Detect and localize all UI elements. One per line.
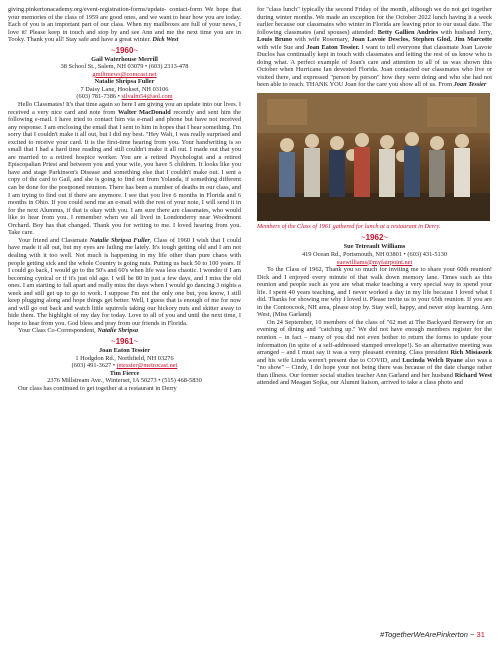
- correspondent-address: 38 School St., Salem, NH 03079 • (603) 2313-478: [60, 63, 189, 71]
- intro-line: good ones, and we want to hear how you are today. Each of you is: [8, 13, 242, 29]
- correspondent-email-link[interactable]: gmiltmews@comcast.net: [92, 70, 157, 78]
- correspondent-phone: (603) 491-3627 •: [71, 362, 117, 370]
- photo-caption: Members of the Class of 1961 gathered for lunch at a restaurant in Derry.: [257, 223, 441, 231]
- classmate-name: Rich Misiaszek: [450, 349, 492, 357]
- note-text: Your Class Co-Correspondent,: [18, 327, 98, 335]
- note-text: recently and sent him the following e-mail. I have tried to contact him via e-mail and phone but have not received any response. I am enclosing the email that I sent to him in hopes that I hear something. I'm sorry that I couldn't make it all out, but I did my best. "Hey Walt, I was really surprised and excited to receive your card. It is the first-time hearing from you. Your handwriting is so small that I had a hard time reading and still couldn't make it all out. I made out that you are married to a retired hospice worker. You are a retired Psychologist and a retired Episcopalian Priest and between you and your wife, you have 5 children. It looks like you have and stage Parkinson's Disease and something else that I couldn't make out. I sent a copy of the card to Gail, and she is going to find out from Yolanda, if something different can be done for the postponed reunion. There has been a number of deaths in our class, and I am trying to find out if there are anymore. I see that you live 6 months in Florida and 6 months in Ohio. If you could send me an e-mail with the rest of your note, I will send it in for the next Alumnus, if that is okay with you. I am sure there are classmates, who would like to hear from you. I remember when we all lived in Londonderry near Woodmont Orchard. Boy has that changed. Thank you for writing to me. I loved hearing from you. Take care.: [8, 108, 241, 237]
- year-heading-1962: ~1962~: [360, 233, 389, 243]
- class-lunch-photo: [257, 93, 490, 221]
- class-1960-note: [8, 237, 241, 328]
- classmate-name: Joan Eaton Tessier.: [306, 43, 360, 51]
- class-1962-note: [257, 319, 492, 387]
- correspondent-email-link[interactable]: jetessier@metrocast.net: [116, 362, 178, 370]
- intro-line: giving.pinkertonacademy.org/event-registration-forms/update-: [8, 6, 167, 13]
- intro-line: me the next time you are in Tooky. Thank you all! Stay safe and: [8, 28, 241, 44]
- note-text: also was a "no show" – Cindy, I do hope your not being there was because of the date change rather than illness. Our former social studies teacher Ann Garland and her husband: [257, 356, 492, 379]
- footer-hashtag: #TogetherWeArePinkerton ~: [380, 630, 477, 639]
- page-number: 31: [476, 630, 485, 639]
- class-1962-note: To the Class of 1962, Thank you so much for inviting me to share your 60th reunion! Dick and I enjoyed every minute of that walk down memory lane. Times such as this reunion and people such as you are what make teaching a very special way to spend your life. I spent 40 years teaching, and I never worked a day in my life because I loved what I did. Thanks for showing me why I loved it. Please invite us to your 65th reunion. If you are in the Contoocook, NH area, please stop by. Stay well, happy, and never stop learning. Ann West, (Miss Garland): [257, 266, 492, 319]
- year-label: 1962: [365, 233, 384, 243]
- page-footer: [380, 630, 485, 639]
- note-text: for "class lunch" typically the second Friday of the month, although we do not get together during winter months. We made an exception for the October 2022 lunch having it a week earlier because our classmates who winter in Florida are leaving prior to our usual date. The following classmates (and spouses) attended:: [257, 6, 492, 36]
- correspondent-address: 7 Daisy Lane, Hookset, NH 03106: [80, 85, 169, 93]
- correspondent-name: Joan Eaton Tessier: [98, 346, 151, 354]
- class-1962-contact: [257, 243, 492, 266]
- year-heading-1961: ~1961~: [110, 336, 139, 346]
- note-text: On 24 September, 10 members of the class of "62 met at The Backyard Brewery for an evening of dining and "catching up." We did not have enough members register for the reunion – in fact – many of you did not even bother to return the forms to update your information (in spite of a self-addressed stamped envelope!). So an alternative meeting was arranged – and I must say it was a very pleasant evening. Class president: [257, 318, 492, 357]
- note-text: , Class of 1960 I wish that I could have made it all out, but my eyes are failing me lately. It's tough getting old and I am not dealing with it too well. Not much is happening in my life other than pure chaos with people getting sick and the whole Country is going nuts. Putting us back 50 to 100 years. If I could go back, I would go to the 50's and 60's when life was less chaotic. I wonder if I am becoming cynical or if it's just old age. I will be 80 in just a few days, and I miss the old ones. I am starting to fall apart and really miss the days when I would go dancing 3 nights a week and still get up to go to work. I suppose I'm not the only one but, you know, I still keep plugging along and hope things get better. Well, I guess that is enough of me for now and will go out back and watch little squirrels taking our hickory nuts and skitter away to hide them. The highlight of my day for today. Love to all of you and until the next time, I hope to hear from you. God bless and pray from our friends in Florida.: [8, 236, 241, 327]
- correspondent-address: 419 Ocean Rd., Portsmouth, NH 03801 • (603) 431-5130: [301, 250, 448, 258]
- class-1961-note-continued: [257, 6, 492, 89]
- intro-paragraph: [8, 6, 241, 44]
- classmate-name: Joan Lavoie Desclos, Stephen Glod, Jim Marcotte: [351, 36, 492, 44]
- class-1961-note: Our class has continued to get together at a restaurant in Derry: [18, 384, 177, 392]
- intro-line: contact-form We hope that your memories of the class of 1959 are: [8, 6, 241, 21]
- classmate-name: Natalie Shripsa Fuller: [89, 236, 150, 244]
- class-1961-contact: [8, 347, 241, 385]
- classmate-name: Betty Gallien Andries: [377, 28, 439, 36]
- correspondent-name: Tim Fierce: [109, 369, 140, 377]
- classmate-name: Richard West: [454, 371, 492, 379]
- intro-signature: Dick West: [152, 36, 179, 44]
- year-heading-1960: ~1960~: [110, 45, 139, 55]
- class-1960-signoff: [8, 327, 241, 335]
- intro-line: have a great winter.: [101, 36, 151, 44]
- classmate-name: Walter MacDonald: [117, 108, 171, 116]
- year-label: 1960: [115, 45, 134, 55]
- signature: Natalie Shripsa: [97, 327, 139, 335]
- intro-line: news, I love it! Please keep in touch and stop by and see Ann and: [8, 21, 241, 36]
- class-1960-contact: [8, 56, 241, 101]
- correspondent-name: Sue Tetreault Williams: [343, 243, 406, 251]
- correspondent-address: 2376 Millstream Ave., Winterset, IA 50273 • (515) 468-5830: [47, 377, 202, 385]
- class-1960-note: [8, 101, 241, 237]
- left-column: [8, 6, 241, 392]
- note-text: Hello Classmates! It's that time again so here I am giving you an update into our lives. I received a very nice card and note from: [8, 101, 241, 116]
- correspondent-address: 1 Hodgdon Rd., Northfield, NH 03276: [75, 354, 174, 362]
- note-text: I want to tell everyone that classmate Joan Lavoie Duclos has continually kept in touch with classmates and letting the rest of us know who is doing what. A perfect example of Joan's care and attention to all of us was shown this October when Hurricane Ian devested Florida. Joan contacted our classmates who live or visited there, and expressed "person by person" how they were doing and who she had not been able to reach. THANK YOU Joan for the care you show all of us. From: [257, 43, 492, 89]
- group-photo-illustration: [257, 93, 490, 221]
- note-text: with wife Sue and: [257, 43, 307, 51]
- correspondent-name: Gail Waterhouse Merrill: [91, 55, 158, 63]
- correspondent-phone: (603) 781-7386 •: [76, 93, 122, 101]
- classmate-name: Louis Bruno: [257, 36, 292, 44]
- classmate-name: Lucinda Welch Ryane: [402, 356, 463, 364]
- right-column: [257, 6, 492, 387]
- note-text: Your friend and Classmate: [18, 236, 90, 244]
- correspondent-name: Natalie Shripsa Fuller: [94, 78, 155, 86]
- year-label: 1961: [115, 336, 134, 346]
- correspondent-email-link[interactable]: silvalm54@aol.com: [121, 93, 173, 101]
- correspondent-email-link[interactable]: suewilliams@myfairpoint.net: [336, 258, 413, 266]
- signature: Joan Tessier: [453, 81, 487, 89]
- note-text: with husband Jerry,: [438, 28, 492, 36]
- note-text: and his wife Linda weren't present due to COVID, and: [257, 356, 403, 364]
- note-text: attended and Meagan Sojka, our Alumni liaison, arrived to take a class photo and: [257, 379, 463, 387]
- intro-line: an important part of our class. When my mailboxes are full of your: [47, 21, 221, 29]
- note-text: with wife Rosemary,: [292, 36, 352, 44]
